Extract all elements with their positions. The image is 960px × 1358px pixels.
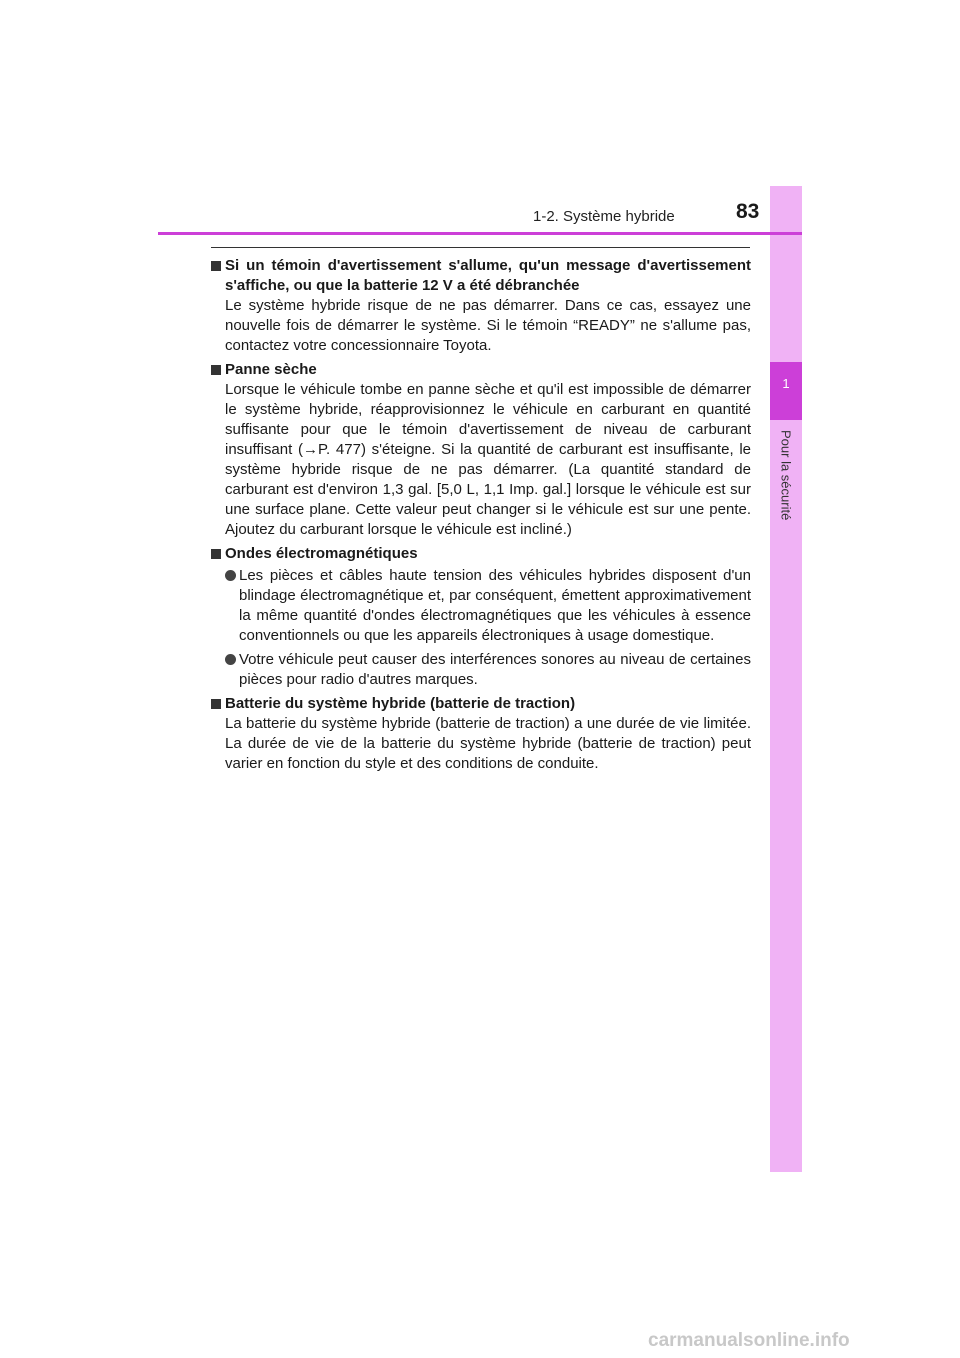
section-heading: Panne sèche xyxy=(211,360,751,380)
content-divider xyxy=(211,247,750,248)
page-content xyxy=(211,256,751,778)
section-heading: Si un témoin d'avertissement s'allume, qu'un message d'avertissement s'affiche, ou que la batterie 12 V a été débranchée xyxy=(211,256,751,296)
circle-bullet-icon xyxy=(225,654,236,665)
list-item: Les pièces et câbles haute tension des véhicules hybrides disposent d'un blindage électromagnétique et, par conséquent, émettent approximativement la même quantité d'ondes électromagnétiques que les véhicules à essence conventionnels ou que les appareils électroniques à usage domestique. xyxy=(211,566,751,646)
chapter-label: Pour la sécurité xyxy=(778,430,794,521)
section-warning-light xyxy=(211,256,751,356)
section-traction-battery xyxy=(211,694,751,774)
section-body: Lorsque le véhicule tombe en panne sèche et qu'il est impossible de démarrer le système hybride, réapprovisionnez le véhicule en carburant en quantité suffisante pour que le témoin d'avertissement de niveau de carburant insuffisant (→P. 477) s'éteigne. Si la quantité de carburant est insuffisante, le système hybride risque de ne pas démarrer. (La quantité standard de carburant est d'environ 1,3 gal. [5,0 L, 1,1 Imp. gal.] lorsque le véhicule est sur une surface plane. Cette valeur peut changer si le véhicule est sur une pente. Ajoutez du carburant lorsque le véhicule est incliné.) xyxy=(225,381,751,538)
section-body: Le système hybride risque de ne pas démarrer. Dans ce cas, essayez une nouvelle fois de démarrer le système. Si le témoin “READY” ne s'allume pas, contactez votre concessionnaire Toyota. xyxy=(225,297,751,354)
square-bullet-icon xyxy=(211,699,221,709)
section-electromagnetic xyxy=(211,544,751,690)
page-number: 83 xyxy=(736,200,760,223)
chapter-tab xyxy=(770,362,802,420)
section-body: La batterie du système hybride (batterie de traction) a une durée de vie limitée. La durée de vie de la batterie du système hybride (batterie de traction) peut varier en fonction du style et des conditions de conduite. xyxy=(225,715,751,772)
side-strip xyxy=(770,186,802,1172)
circle-bullet-icon xyxy=(225,570,236,581)
section-heading: Batterie du système hybride (batterie de traction) xyxy=(211,694,751,714)
section-heading: Ondes électromagnétiques xyxy=(211,544,751,564)
section-fuel xyxy=(211,360,751,540)
chapter-number: 1 xyxy=(782,376,790,391)
square-bullet-icon xyxy=(211,549,221,559)
square-bullet-icon xyxy=(211,261,221,271)
header-divider xyxy=(158,232,802,235)
watermark: carmanualsonline.info xyxy=(648,1330,850,1351)
section-title: 1-2. Système hybride xyxy=(533,208,675,225)
list-item: Votre véhicule peut causer des interférences sonores au niveau de certaines pièces pour radio d'autres marques. xyxy=(211,650,751,690)
square-bullet-icon xyxy=(211,365,221,375)
